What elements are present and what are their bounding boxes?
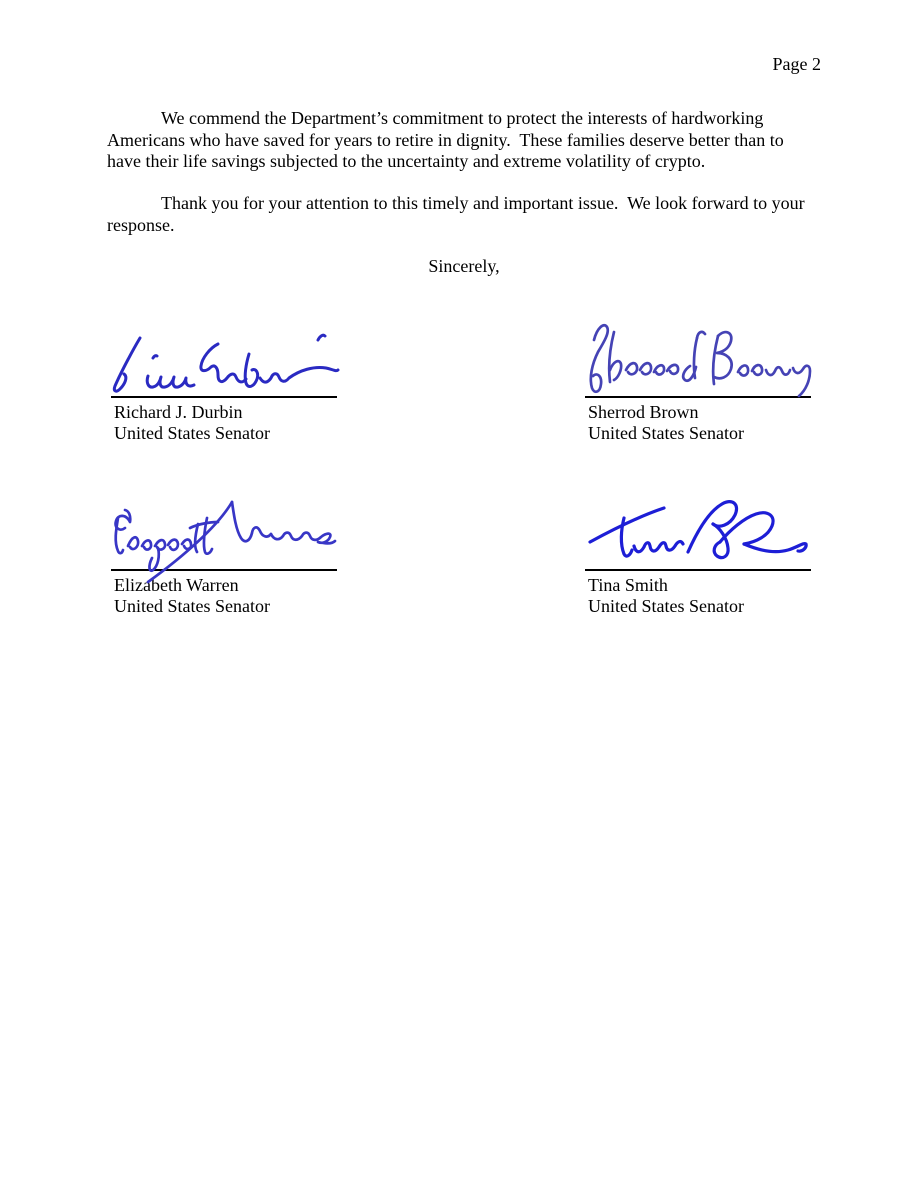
signatory-title: United States Senator (588, 596, 744, 616)
text-line: Americans who have saved for years to retire in dignity. These families deserve better than to (107, 129, 784, 150)
text-line: have their life savings subjected to the uncertainty and extreme volatility of crypto. (107, 151, 706, 171)
warren-signature-canvas (111, 506, 337, 569)
signatory-name: Elizabeth Warren (114, 575, 239, 595)
paragraph-thanks (107, 193, 823, 236)
durbin-signature-canvas (111, 333, 337, 396)
text-line: We commend the Department’s commitment to protect the interests of hardworking (161, 108, 764, 128)
signatory-title: United States Senator (114, 423, 270, 443)
signature-block-smith (585, 506, 811, 617)
brown-signature-icon (584, 320, 816, 404)
signature-block-warren (111, 506, 337, 617)
smith-signature-icon (584, 496, 816, 576)
closing-sincerely: Sincerely, (428, 256, 500, 276)
page-number: Page 2 (772, 54, 821, 74)
smith-signature-canvas (585, 506, 811, 569)
signature-block-durbin (111, 333, 337, 444)
signatory-name: Sherrod Brown (588, 402, 699, 422)
signatory-name: Richard J. Durbin (114, 402, 243, 422)
signatory-title: United States Senator (588, 423, 744, 443)
text-line: response. (107, 214, 175, 235)
signature-block-brown (585, 333, 811, 444)
signatory-name: Tina Smith (588, 575, 668, 595)
durbin-signature-icon (108, 332, 340, 404)
warren-signature-icon (106, 494, 346, 590)
signatory-title: United States Senator (114, 596, 270, 616)
paragraph-commend (107, 108, 823, 173)
text-line: Thank you for your attention to this timely and important issue. We look forward to your (161, 193, 805, 213)
brown-signature-canvas (585, 333, 811, 396)
